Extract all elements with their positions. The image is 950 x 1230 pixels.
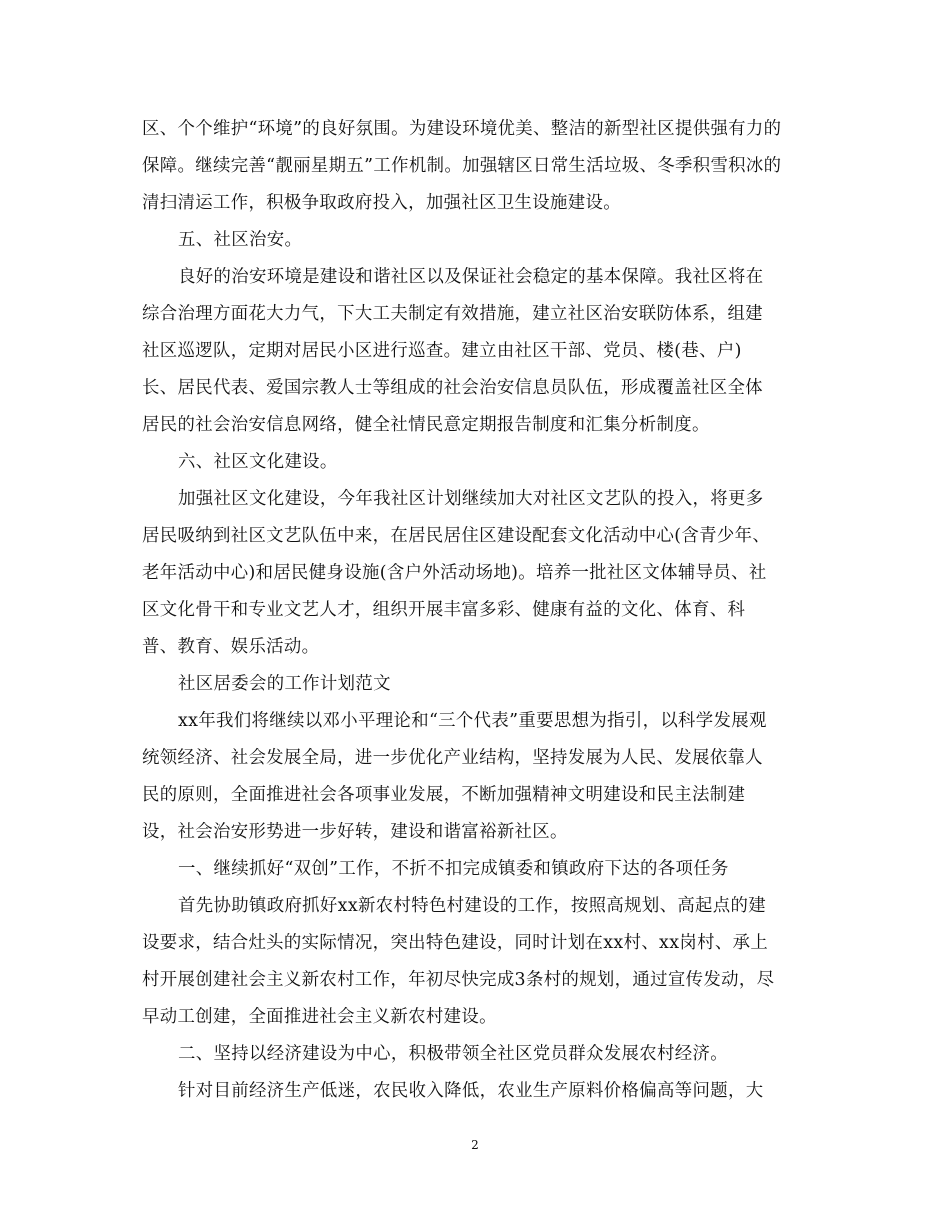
text-line: 早动工创建，全面推进社会主义新农村建设。 [142, 1007, 497, 1027]
text-line: 居民吸纳到社区文艺队伍中来，在居民居住区建设配套文化活动中心(含青少年、 [142, 526, 771, 546]
text-line: 社区巡逻队，定期对居民小区进行巡查。建立由社区干部、党员、楼(巷、户) [142, 341, 742, 361]
section-heading: 一、继续抓好“双创”工作，不折不扣完成镇委和镇政府下达的各项任务 [178, 859, 729, 879]
text-line: 村开展创建社会主义新农村工作，年初尽快完成3条村的规划，通过宣传发动，尽 [142, 970, 775, 990]
text-line: 区、个个维护“环境”的良好氛围。为建设环境优美、整洁的新型社区提供强有力的 [142, 119, 782, 139]
text-line: 区文化骨干和专业文艺人才，组织开展丰富多彩、健康有益的文化、体育、科 [142, 600, 746, 620]
text-line: 普、教育、娱乐活动。 [142, 637, 320, 657]
text-line: 设要求，结合灶头的实际情况，突出特色建设，同时计划在xx村、xx岗村、承上 [142, 933, 769, 953]
text-line: 综合治理方面花大力气，下大工夫制定有效措施，建立社区治安联防体系，组建 [142, 304, 763, 324]
text-line: 长、居民代表、爱国宗教人士等组成的社会治安信息员队伍，形成覆盖社区全体 [142, 378, 763, 398]
section-heading: 六、社区文化建设。 [178, 452, 338, 472]
text-line: 老年活动中心)和居民健身设施(含户外活动场地)。培养一批社区文体辅导员、社 [142, 563, 767, 583]
text-line: 民的原则，全面推进社会各项事业发展，不断加强精神文明建设和民主法制建 [142, 785, 746, 805]
section-heading: 五、社区治安。 [178, 230, 303, 250]
text-line: 针对目前经济生产低迷，农民收入降低，农业生产原料价格偏高等问题，大 [178, 1081, 764, 1101]
text-line: 保障。继续完善“靓丽星期五”工作机制。加强辖区日常生活垃圾、冬季积雪积冰的 [142, 156, 782, 176]
text-line: 加强社区文化建设，今年我社区计划继续加大对社区文艺队的投入，将更多 [178, 489, 764, 509]
text-line: 首先协助镇政府抓好xx新农村特色村建设的工作，按照高规划、高起点的建 [178, 896, 767, 916]
section-heading: 二、坚持以经济建设为中心，积极带领全社区党员群众发展农村经济。 [178, 1044, 728, 1064]
page-number: 2 [471, 1138, 479, 1152]
text-line: 居民的社会治安信息网络，健全社情民意定期报告制度和汇集分析制度。 [142, 415, 710, 435]
text-line: 设，社会治安形势进一步好转，建设和谐富裕新社区。 [142, 822, 568, 842]
text-line: 统领经济、社会发展全局，进一步优化产业结构，坚持发展为人民、发展依靠人 [142, 748, 763, 768]
text-line: 良好的治安环境是建设和谐社区以及保证社会稳定的基本保障。我社区将在 [178, 267, 764, 287]
text-line: 清扫清运工作，积极争取政府投入，加强社区卫生设施建设。 [142, 193, 621, 213]
text-line: xx年我们将继续以邓小平理论和“三个代表”重要思想为指引，以科学发展观 [178, 711, 767, 731]
document-title: 社区居委会的工作计划范文 [178, 674, 391, 694]
